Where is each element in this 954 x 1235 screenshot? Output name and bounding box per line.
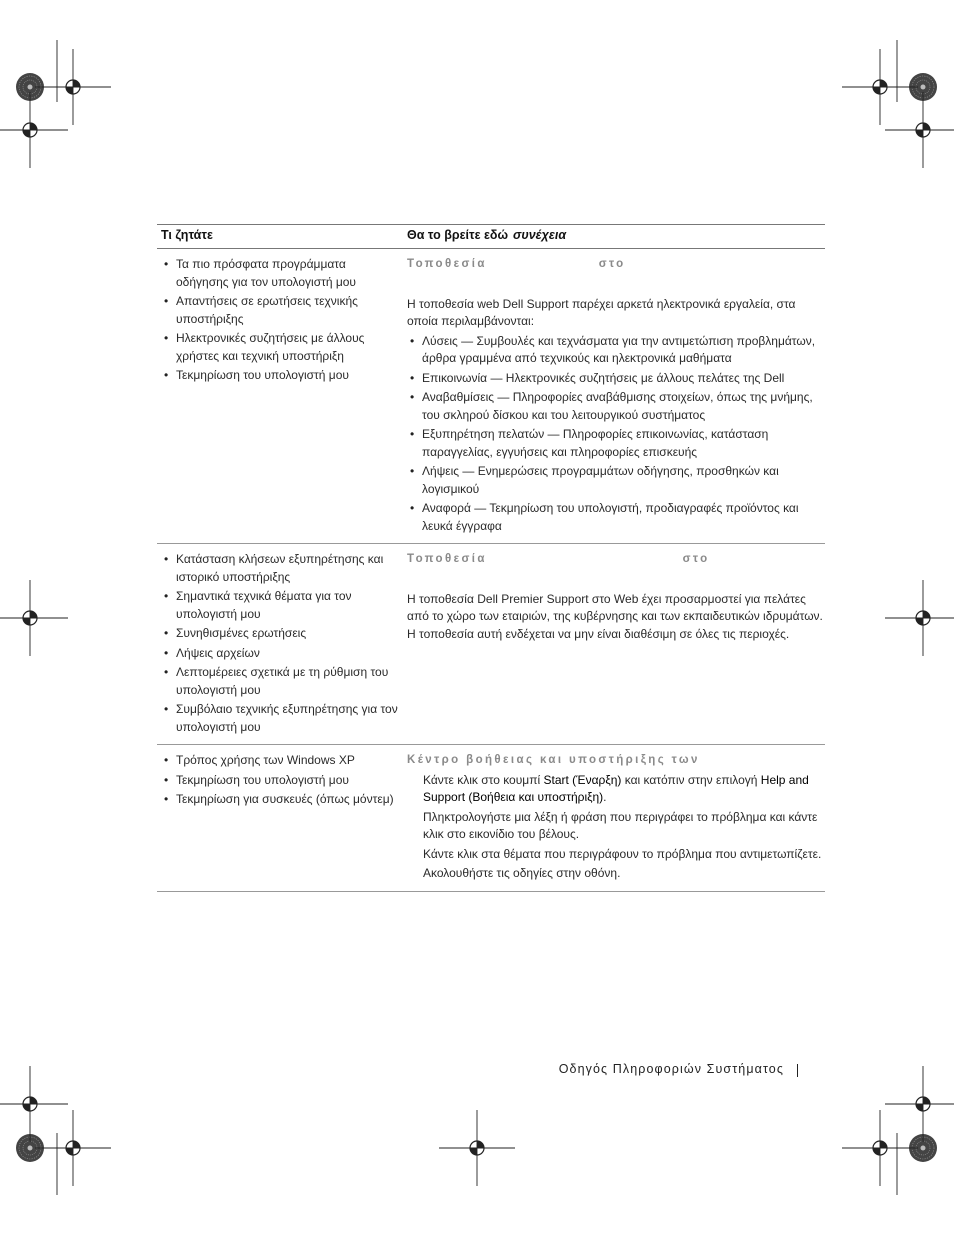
section-intro: Η τοποθεσία Dell Premier Support στο Web έχει προσαρμοστεί για πελάτες από το χώρο των εταιριών, της κυβέρνησης και των εκπαιδευτικών ιδρυμάτων. Η τοποθεσία αυτή ενδέχεται να μην είναι διαθέσιμη σε όλες τις περιοχές.: [407, 591, 823, 641]
section-intro: Η τοποθεσία web Dell Support παρέχει αρκετά ηλεκτρονικά εργαλεία, στα οποία περιλαμβάνονται:: [407, 296, 796, 328]
row-topics: [157, 249, 403, 544]
footer-divider: [797, 1064, 798, 1077]
crosshair-target-icon: [842, 49, 918, 125]
crosshair-target-icon: [0, 92, 68, 168]
list-item: • Ηλεκτρονικές συζητήσεις με άλλους χρήστες και τεχνική υποστήριξη: [161, 330, 401, 365]
star-target-icon: [16, 73, 44, 101]
row-source: [403, 745, 825, 892]
header-continued: συνέχεια: [513, 228, 567, 242]
table-row: [157, 249, 825, 544]
table-header-row: [157, 225, 825, 249]
section-title: Κέντρο βοήθειας και υποστήριξης των: [407, 754, 700, 766]
list-item: • Συνηθισμένες ερωτήσεις: [161, 625, 401, 643]
row-source: [403, 249, 825, 544]
list-item: • Λεπτομέρειες σχετικά με τη ρύθμιση του υπολογιστή μου: [161, 664, 401, 699]
crosshair-target-icon: [885, 92, 954, 168]
info-table: [157, 224, 825, 892]
header-where-to-find: [403, 225, 825, 249]
list-item: • Τρόπος χρήσης των Windows XP: [161, 752, 401, 770]
list-item: • Εξυπηρέτηση πελατών — Πληροφορίες επικοινωνίας, κατάσταση παραγγελίας, εγγυήσεις και πληροφορίες επισκευής: [407, 426, 823, 461]
list-item: • Αναβαθμίσεις — Πληροφορίες αναβάθμισης στοιχείων, όπως της μνήμης, του σκληρού δίσκου και του λειτουργικού συστήματος: [407, 389, 823, 424]
tools-list: [407, 333, 823, 536]
crosshair-target-icon: [842, 1110, 918, 1186]
crosshair-target-icon: [0, 580, 68, 656]
row-topics: [157, 544, 403, 745]
crosshair-target-icon: [439, 1110, 515, 1186]
step-1-end: .: [603, 790, 607, 804]
step-1: [423, 772, 823, 807]
row-source: [403, 544, 825, 745]
step-4: Ακολουθήστε τις οδηγίες στην οθόνη.: [423, 866, 621, 880]
crosshair-target-icon: [885, 580, 954, 656]
star-target-icon: [909, 1134, 937, 1162]
list-item: • Λύσεις — Συμβουλές και τεχνάσματα για την αντιμετώπιση προβλημάτων, άρθρα γραμμένα από τεχνικούς και ηλεκτρονικά μαθήματα: [407, 333, 823, 368]
crosshair-target-icon: [0, 1066, 68, 1142]
list-item: • Αναφορά — Τεκμηρίωση του υπολογιστή, προδιαγραφές προϊόντος και λευκά έγγραφα: [407, 500, 823, 535]
list-item: • Λήψεις αρχείων: [161, 645, 401, 663]
footer-title: Οδηγός Πληροφοριών Συστήματος: [558, 1062, 784, 1076]
step-1-pre: Κάντε κλικ στο κουμπί: [423, 772, 544, 787]
list-item: • Τεκμηρίωση του υπολογιστή μου: [161, 367, 401, 385]
step-3: Κάντε κλικ στα θέματα που περιγράφουν το πρόβλημα που αντιμετωπίζετε.: [423, 846, 822, 861]
header-what-you-seek: Τι ζητάτε: [157, 225, 403, 249]
crosshair-target-icon: [35, 1110, 111, 1186]
step-1-mid: και κατόπιν στην επιλογή: [621, 772, 761, 787]
crosshair-target-icon: [885, 1066, 954, 1142]
topics-list: [161, 752, 401, 809]
row-topics: [157, 745, 403, 892]
star-target-icon: [909, 73, 937, 101]
list-item: • Σημαντικά τεχνικά θέματα για τον υπολογιστή μου: [161, 588, 401, 623]
topics-list: [161, 551, 401, 736]
help-steps: [423, 772, 823, 883]
list-item: • Απαντήσεις σε ερωτήσεις τεχνικής υποστήριξης: [161, 293, 401, 328]
topics-list: [161, 256, 401, 385]
list-item: • Λήψεις — Ενημερώσεις προγραμμάτων οδήγησης, προσθηκών και λογισμικού: [407, 463, 823, 498]
help-support-term: Help and Support (Βοήθεια και υποστήριξη): [423, 772, 809, 804]
list-item: • Τα πιο πρόσφατα προγράμματα οδήγησης για τον υπολογιστή μου: [161, 256, 401, 291]
start-term: Start (Έναρξη): [543, 772, 622, 787]
list-item: • Τεκμηρίωση του υπολογιστή μου: [161, 772, 401, 790]
crosshair-target-icon: [35, 49, 111, 125]
list-item: • Συμβόλαιο τεχνικής εξυπηρέτησης για τον υπολογιστή μου: [161, 701, 401, 736]
header-where-label: Θα το βρείτε εδώ: [407, 228, 509, 242]
star-target-icon: [16, 1134, 44, 1162]
list-item: • Κατάσταση κλήσεων εξυπηρέτησης και ιστορικό υποστήριξης: [161, 551, 401, 586]
table-row: [157, 544, 825, 745]
list-item: • Επικοινωνία — Ηλεκτρονικές συζητήσεις με άλλους πελάτες της Dell: [407, 370, 823, 388]
section-title: Τοποθεσία στο: [407, 553, 710, 565]
list-item: • Τεκμηρίωση για συσκευές (όπως μόντεμ): [161, 791, 401, 809]
step-2: Πληκτρολογήστε μια λέξη ή φράση που περιγράφει το πρόβλημα και κάντε κλικ στο εικονίδιο του βέλους.: [423, 809, 818, 841]
table-row: [157, 745, 825, 892]
section-title: Τοποθεσία στο: [407, 258, 626, 270]
